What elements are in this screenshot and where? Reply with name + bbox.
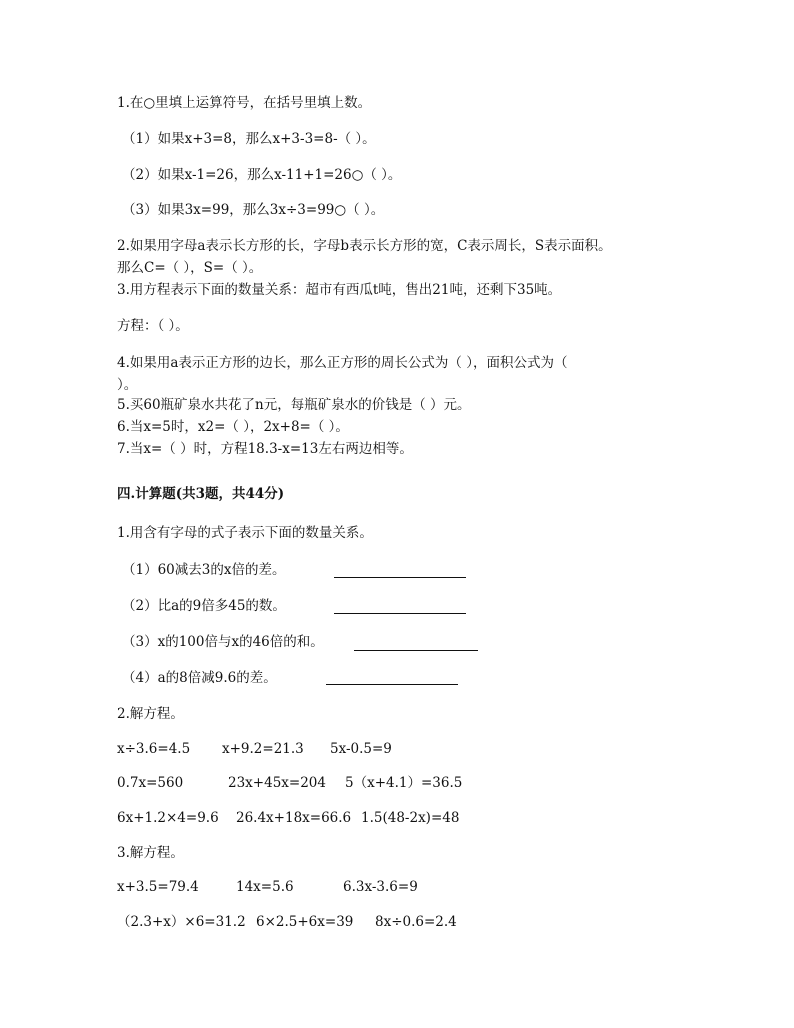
equation: 6×2.5+6x=39 [256, 914, 354, 930]
equation: 1.5(48-2x)=48 [361, 810, 460, 826]
equation: 6.3x-3.6=9 [343, 879, 418, 895]
question-1-item-1: （1）如果x+3=8，那么x+3-3=8-（ ）。 [122, 131, 376, 147]
calc-question-1-title: 1.用含有字母的式子表示下面的数量关系。 [117, 525, 373, 541]
question-4-line-1: 4.如果用a表示正方形的边长，那么正方形的周长公式为（ ），面积公式为（ [117, 355, 568, 371]
equation: 14x=5.6 [236, 879, 294, 895]
calc-question-1-item-4: （4）a的8倍减9.6的差。 [122, 670, 277, 686]
question-1-item-3: （3）如果3x=99，那么3x÷3=99○（ ）。 [122, 202, 385, 218]
question-2-line-1: 2.如果用字母a表示长方形的长，字母b表示长方形的宽，C表示周长，S表示面积。 [117, 238, 612, 254]
question-1-item-2: （2）如果x-1=26，那么x-11+1=26○（ ）。 [122, 167, 402, 183]
equation: 6x+1.2×4=9.6 [117, 810, 219, 826]
answer-line-2 [334, 613, 466, 614]
answer-line-1 [334, 577, 466, 578]
calc-question-3-title: 3.解方程。 [117, 845, 184, 861]
equation: x+9.2=21.3 [222, 741, 304, 757]
equation: （2.3+x）×6=31.2 [117, 914, 246, 930]
equation: 8x÷0.6=2.4 [375, 914, 457, 930]
equation: 5x-0.5=9 [330, 741, 392, 757]
question-4-line-2: ）。 [117, 377, 138, 393]
question-3-line-2: 方程：（ ）。 [117, 318, 189, 334]
equation: x÷3.6=4.5 [117, 741, 191, 757]
question-1-title: 1.在○里填上运算符号，在括号里填上数。 [117, 95, 372, 111]
calc-question-2-title: 2.解方程。 [117, 706, 184, 722]
calc-question-1-item-1: （1）60减去3的x倍的差。 [122, 562, 286, 578]
equation: 0.7x=560 [117, 775, 184, 791]
question-2-line-2: 那么C=（ ），S=（ ）。 [117, 260, 263, 276]
calc-question-1-item-3: （3）x的100倍与x的46倍的和。 [122, 634, 324, 650]
question-7: 7.当x=（ ）时，方程18.3-x=13左右两边相等。 [117, 441, 413, 457]
equation: 23x+45x=204 [228, 775, 326, 791]
equation: 5（x+4.1）=36.5 [345, 775, 463, 791]
question-5: 5.买60瓶矿泉水共花了n元，每瓶矿泉水的价钱是（ ）元。 [117, 397, 471, 413]
equation: 26.4x+18x=66.6 [236, 810, 352, 826]
calc-question-1-item-2: （2）比a的9倍多45的数。 [122, 598, 286, 614]
answer-line-4 [326, 684, 458, 685]
section-heading: 四.计算题(共3题，共44分) [117, 486, 285, 502]
answer-line-3 [354, 650, 478, 651]
equation: x+3.5=79.4 [117, 879, 199, 895]
question-3-line-1: 3.用方程表示下面的数量关系：超市有西瓜t吨，售出21吨，还剩下35吨。 [117, 282, 562, 298]
question-6: 6.当x=5时，x2=（ ），2x+8=（ ）。 [117, 419, 349, 435]
